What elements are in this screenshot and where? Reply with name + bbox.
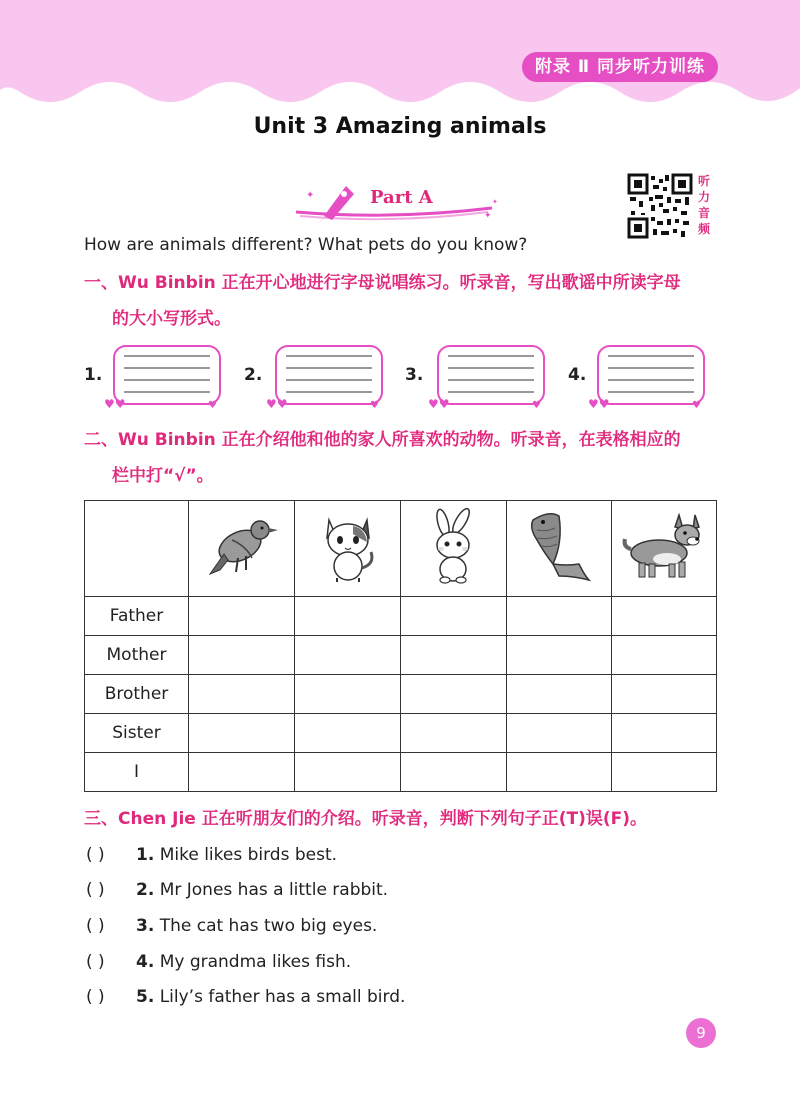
check-cell[interactable] xyxy=(295,753,401,792)
check-cell[interactable] xyxy=(612,675,717,714)
cat-icon xyxy=(313,508,383,584)
svg-text:✦: ✦ xyxy=(306,190,315,201)
svg-text:♥♥: ♥♥ xyxy=(428,397,450,411)
rabbit-column-header xyxy=(401,501,507,597)
qr-code-icon[interactable] xyxy=(627,173,693,239)
check-cell[interactable] xyxy=(612,597,717,636)
item-text: Lily’s father has a small bird. xyxy=(154,987,406,1007)
section1-heading-line1: 一、Wu Binbin 正在开心地进行字母说唱练习。听录音，写出歌谣中所读字母 xyxy=(84,273,681,293)
answer-blank[interactable]: ( ) xyxy=(86,845,105,865)
item-text: Mike likes birds best. xyxy=(154,845,338,865)
svg-text:✦: ✦ xyxy=(492,198,498,206)
letter-writing-box[interactable] xyxy=(104,342,228,414)
answer-blank[interactable]: ( ) xyxy=(86,880,105,900)
item-number: 3. xyxy=(136,916,155,936)
check-cell[interactable] xyxy=(401,753,507,792)
row-label: Brother xyxy=(85,675,189,714)
check-cell[interactable] xyxy=(295,636,401,675)
section2-heading xyxy=(84,422,724,494)
check-cell[interactable] xyxy=(507,636,612,675)
check-cell[interactable] xyxy=(401,675,507,714)
list-item xyxy=(86,952,351,972)
item-text: The cat has two big eyes. xyxy=(154,916,378,936)
table-row xyxy=(85,675,717,714)
item-text: Mr Jones has a little rabbit. xyxy=(154,880,389,900)
list-item xyxy=(86,987,405,1007)
svg-text:♥♥: ♥♥ xyxy=(104,397,126,411)
check-cell[interactable] xyxy=(295,597,401,636)
letter-writing-box[interactable] xyxy=(428,342,552,414)
answer-blank[interactable]: ( ) xyxy=(86,916,105,936)
check-cell[interactable] xyxy=(612,636,717,675)
appendix-tag: 附录 Ⅱ 同步听力训练 xyxy=(522,52,718,82)
intro-question: How are animals different? What pets do you know? xyxy=(84,235,528,255)
box-number: 2. xyxy=(244,365,263,385)
svg-text:♥: ♥ xyxy=(532,400,541,411)
answer-blank[interactable]: ( ) xyxy=(86,987,105,1007)
section1-heading xyxy=(84,265,724,337)
animal-preference-table xyxy=(84,500,717,792)
section2-heading-line2: 栏中打“√”。 xyxy=(112,466,214,486)
part-label: Part A xyxy=(370,187,433,208)
table-row xyxy=(85,597,717,636)
fish-column-header xyxy=(507,501,612,597)
check-cell[interactable] xyxy=(295,714,401,753)
bird-column-header xyxy=(189,501,295,597)
svg-text:♥♥: ♥♥ xyxy=(588,397,610,411)
check-cell[interactable] xyxy=(189,753,295,792)
row-label: Sister xyxy=(85,714,189,753)
table-row xyxy=(85,753,717,792)
check-cell[interactable] xyxy=(507,753,612,792)
row-label: Father xyxy=(85,597,189,636)
section3-heading: 三、Chen Jie 正在听朋友们的介绍。听录音，判断下列句子正(T)误(F)。 xyxy=(84,809,648,829)
list-item xyxy=(86,880,388,900)
dog-column-header xyxy=(612,501,717,597)
check-cell[interactable] xyxy=(189,636,295,675)
check-cell[interactable] xyxy=(401,636,507,675)
check-cell[interactable] xyxy=(507,714,612,753)
cat-column-header xyxy=(295,501,401,597)
check-cell[interactable] xyxy=(189,597,295,636)
list-item xyxy=(86,845,337,865)
box-number: 3. xyxy=(405,365,424,385)
check-cell[interactable] xyxy=(507,597,612,636)
check-cell[interactable] xyxy=(189,714,295,753)
check-cell[interactable] xyxy=(401,714,507,753)
rabbit-icon xyxy=(419,507,489,585)
row-label: Mother xyxy=(85,636,189,675)
check-cell[interactable] xyxy=(612,753,717,792)
item-number: 5. xyxy=(136,987,155,1007)
list-item xyxy=(86,916,377,936)
table-row xyxy=(85,714,717,753)
bird-icon xyxy=(202,510,282,582)
check-cell[interactable] xyxy=(295,675,401,714)
box-number: 1. xyxy=(84,365,103,385)
check-cell[interactable] xyxy=(189,675,295,714)
section2-heading-line1: 二、Wu Binbin 正在介绍他和他的家人所喜欢的动物。听录音，在表格相应的 xyxy=(84,430,681,450)
svg-text:♥♥: ♥♥ xyxy=(266,397,288,411)
item-number: 1. xyxy=(136,845,155,865)
letter-writing-box[interactable] xyxy=(588,342,712,414)
qr-label: 听力音频 xyxy=(698,174,711,236)
svg-text:♥: ♥ xyxy=(370,400,379,411)
check-cell[interactable] xyxy=(612,714,717,753)
item-number: 4. xyxy=(136,952,155,972)
page-number: 9 xyxy=(686,1018,716,1048)
dog-icon xyxy=(619,509,709,583)
item-number: 2. xyxy=(136,880,155,900)
svg-text:♥: ♥ xyxy=(208,400,217,411)
table-corner-cell xyxy=(85,501,189,597)
svg-text:♥: ♥ xyxy=(692,400,701,411)
item-text: My grandma likes fish. xyxy=(154,952,352,972)
row-label: I xyxy=(85,753,189,792)
check-cell[interactable] xyxy=(507,675,612,714)
check-cell[interactable] xyxy=(401,597,507,636)
letter-writing-box[interactable] xyxy=(266,342,390,414)
svg-text:✦: ✦ xyxy=(484,211,492,221)
table-row xyxy=(85,636,717,675)
box-number: 4. xyxy=(568,365,587,385)
fish-icon xyxy=(519,506,599,586)
answer-blank[interactable]: ( ) xyxy=(86,952,105,972)
section1-heading-line2: 的大小写形式。 xyxy=(112,309,231,329)
page-title: Unit 3 Amazing animals xyxy=(253,114,547,139)
